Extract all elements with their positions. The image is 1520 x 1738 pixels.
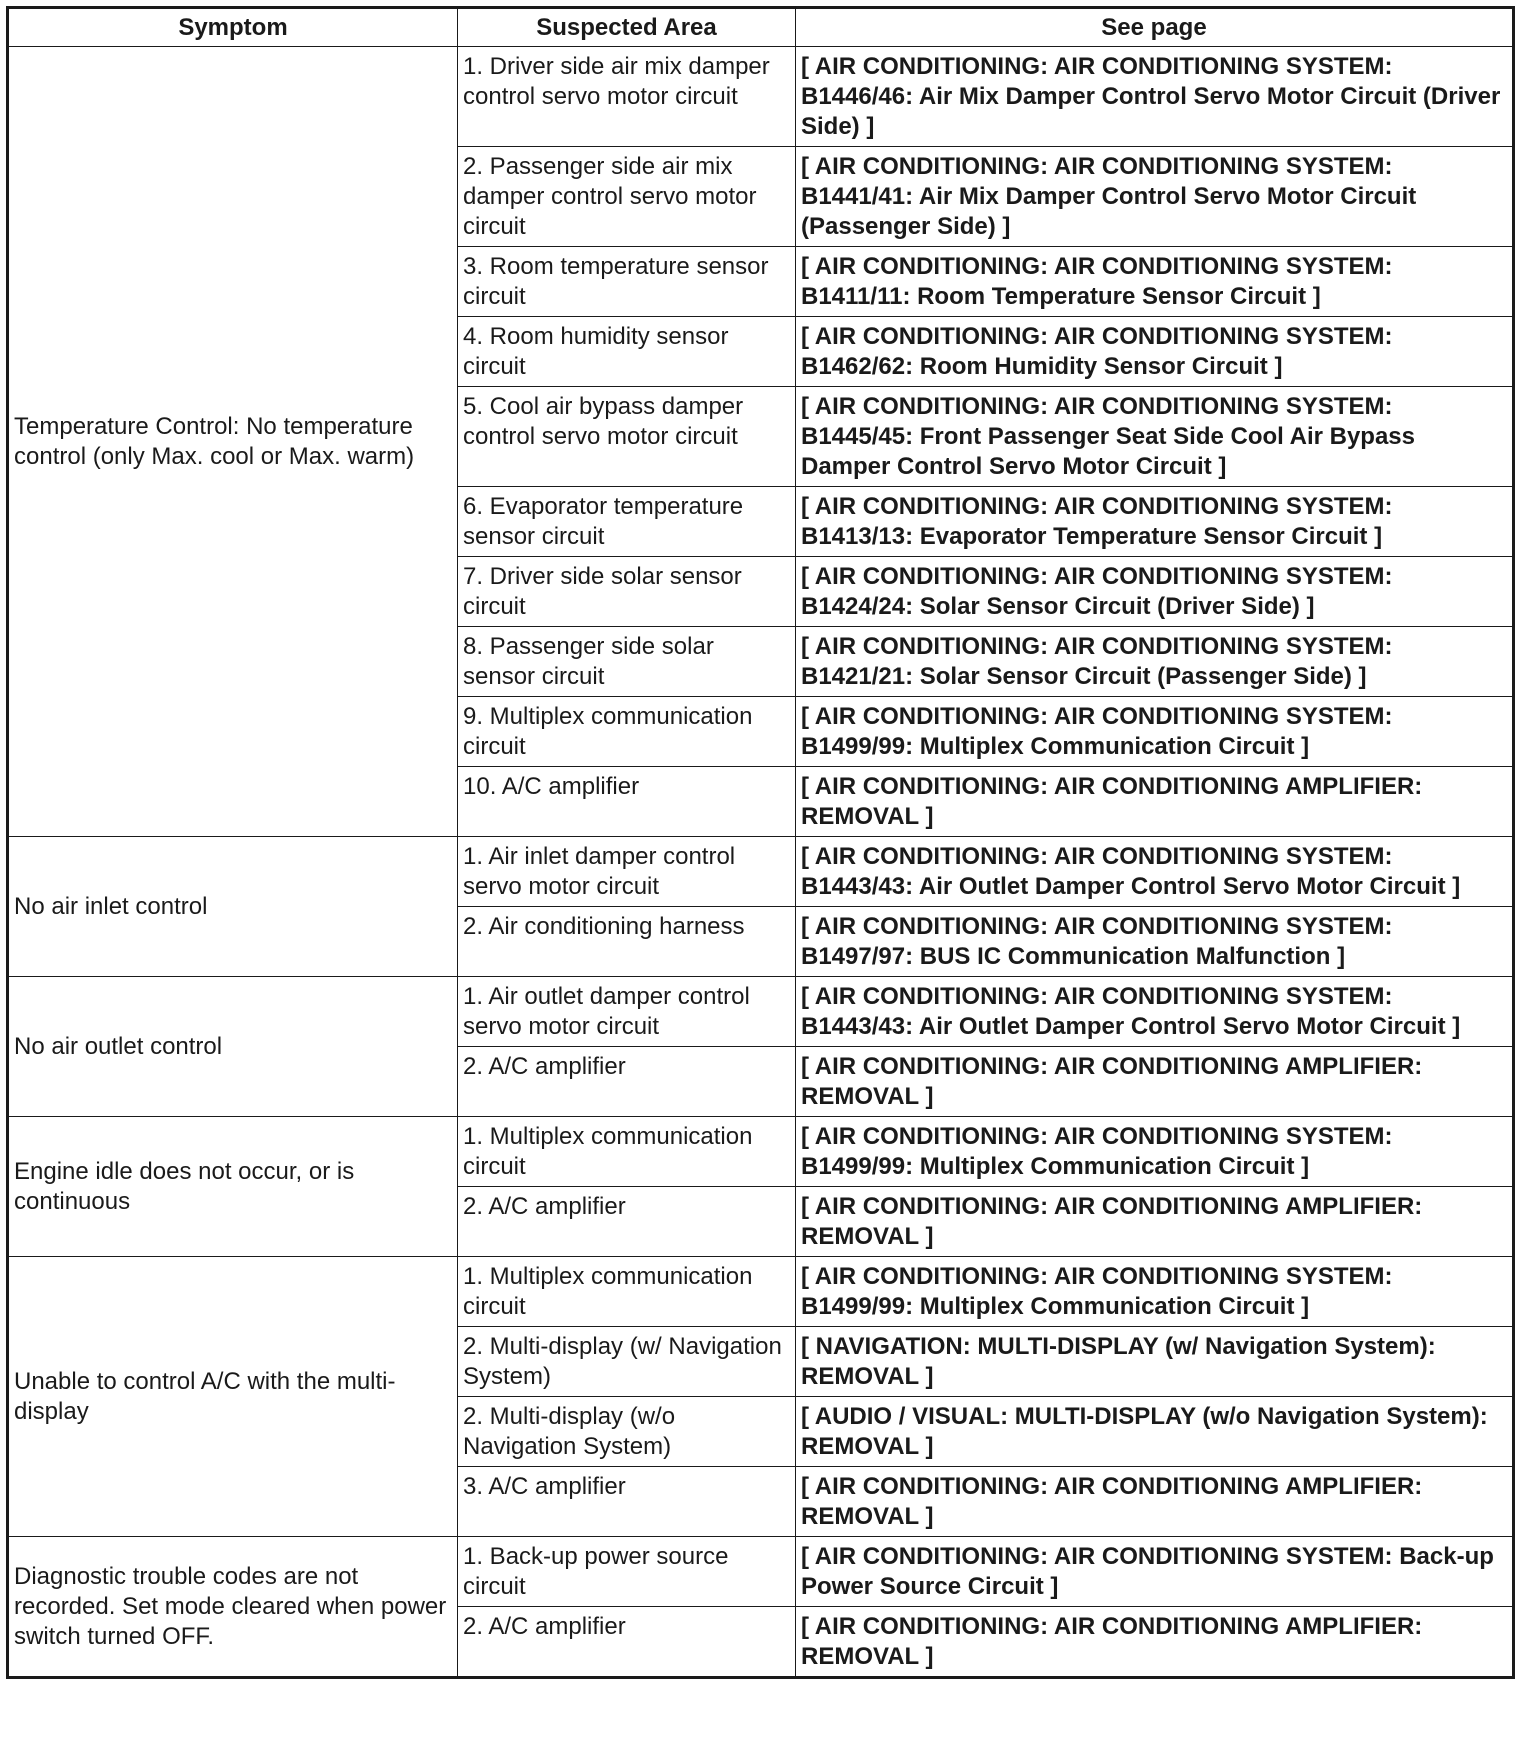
- suspected-area-cell: 3. Room temperature sensor circuit: [458, 247, 796, 317]
- suspected-area-cell: 1. Air inlet damper control servo motor circuit: [458, 837, 796, 907]
- suspected-area-cell: 1. Driver side air mix damper control servo motor circuit: [458, 47, 796, 147]
- suspected-area-cell: 1. Air outlet damper control servo motor circuit: [458, 977, 796, 1047]
- see-page-reference[interactable]: [ AIR CONDITIONING: AIR CONDITIONING SYSTEM: B1443/43: Air Outlet Damper Control Servo Motor Circuit ]: [796, 977, 1514, 1047]
- suspected-area-cell: 7. Driver side solar sensor circuit: [458, 557, 796, 627]
- table-body: [8, 47, 1514, 1678]
- symptom-cell: Temperature Control: No temperature control (only Max. cool or Max. warm): [8, 47, 458, 837]
- symptom-cell: No air outlet control: [8, 977, 458, 1117]
- see-page-reference[interactable]: [ AIR CONDITIONING: AIR CONDITIONING AMPLIFIER: REMOVAL ]: [796, 1187, 1514, 1257]
- symptom-cell: Unable to control A/C with the multi-display: [8, 1257, 458, 1537]
- suspected-area-cell: 1. Multiplex communication circuit: [458, 1257, 796, 1327]
- see-page-reference[interactable]: [ NAVIGATION: MULTI-DISPLAY (w/ Navigation System): REMOVAL ]: [796, 1327, 1514, 1397]
- suspected-area-cell: 9. Multiplex communication circuit: [458, 697, 796, 767]
- see-page-reference[interactable]: [ AIR CONDITIONING: AIR CONDITIONING SYSTEM: B1499/99: Multiplex Communication Circuit ]: [796, 1257, 1514, 1327]
- see-page-reference[interactable]: [ AIR CONDITIONING: AIR CONDITIONING SYSTEM: B1445/45: Front Passenger Seat Side Cool Air Bypass Damper Control Servo Motor Circuit ]: [796, 387, 1514, 487]
- see-page-reference[interactable]: [ AIR CONDITIONING: AIR CONDITIONING SYSTEM: B1413/13: Evaporator Temperature Sensor Circuit ]: [796, 487, 1514, 557]
- table-row: [8, 47, 1514, 147]
- suspected-area-cell: 2. A/C amplifier: [458, 1047, 796, 1117]
- table-row: [8, 1537, 1514, 1607]
- table-row: [8, 977, 1514, 1047]
- header-see-page: See page: [796, 8, 1514, 47]
- see-page-reference[interactable]: [ AIR CONDITIONING: AIR CONDITIONING AMPLIFIER: REMOVAL ]: [796, 1607, 1514, 1678]
- suspected-area-cell: 6. Evaporator temperature sensor circuit: [458, 487, 796, 557]
- see-page-reference[interactable]: [ AIR CONDITIONING: AIR CONDITIONING SYSTEM: Back-up Power Source Circuit ]: [796, 1537, 1514, 1607]
- table-row: [8, 1117, 1514, 1187]
- see-page-reference[interactable]: [ AIR CONDITIONING: AIR CONDITIONING SYSTEM: B1441/41: Air Mix Damper Control Servo Motor Circuit (Passenger Side) ]: [796, 147, 1514, 247]
- suspected-area-cell: 10. A/C amplifier: [458, 767, 796, 837]
- suspected-area-cell: 2. Passenger side air mix damper control servo motor circuit: [458, 147, 796, 247]
- see-page-reference[interactable]: [ AUDIO / VISUAL: MULTI-DISPLAY (w/o Navigation System): REMOVAL ]: [796, 1397, 1514, 1467]
- suspected-area-cell: 2. Air conditioning harness: [458, 907, 796, 977]
- see-page-reference[interactable]: [ AIR CONDITIONING: AIR CONDITIONING SYSTEM: B1446/46: Air Mix Damper Control Servo Motor Circuit (Driver Side) ]: [796, 47, 1514, 147]
- suspected-area-cell: 3. A/C amplifier: [458, 1467, 796, 1537]
- see-page-reference[interactable]: [ AIR CONDITIONING: AIR CONDITIONING AMPLIFIER: REMOVAL ]: [796, 1047, 1514, 1117]
- see-page-reference[interactable]: [ AIR CONDITIONING: AIR CONDITIONING SYSTEM: B1462/62: Room Humidity Sensor Circuit ]: [796, 317, 1514, 387]
- see-page-reference[interactable]: [ AIR CONDITIONING: AIR CONDITIONING SYSTEM: B1499/99: Multiplex Communication Circuit ]: [796, 697, 1514, 767]
- suspected-area-cell: 1. Multiplex communication circuit: [458, 1117, 796, 1187]
- suspected-area-cell: 2. A/C amplifier: [458, 1607, 796, 1678]
- suspected-area-cell: 2. A/C amplifier: [458, 1187, 796, 1257]
- see-page-reference[interactable]: [ AIR CONDITIONING: AIR CONDITIONING SYSTEM: B1421/21: Solar Sensor Circuit (Passenger Side) ]: [796, 627, 1514, 697]
- suspected-area-cell: 8. Passenger side solar sensor circuit: [458, 627, 796, 697]
- see-page-reference[interactable]: [ AIR CONDITIONING: AIR CONDITIONING SYSTEM: B1497/97: BUS IC Communication Malfunction ]: [796, 907, 1514, 977]
- see-page-reference[interactable]: [ AIR CONDITIONING: AIR CONDITIONING AMPLIFIER: REMOVAL ]: [796, 767, 1514, 837]
- header-row: [8, 8, 1514, 47]
- table-row: [8, 837, 1514, 907]
- suspected-area-cell: 2. Multi-display (w/o Navigation System): [458, 1397, 796, 1467]
- symptom-cell: No air inlet control: [8, 837, 458, 977]
- header-suspected-area: Suspected Area: [458, 8, 796, 47]
- see-page-reference[interactable]: [ AIR CONDITIONING: AIR CONDITIONING SYSTEM: B1443/43: Air Outlet Damper Control Servo Motor Circuit ]: [796, 837, 1514, 907]
- table-row: [8, 1257, 1514, 1327]
- suspected-area-cell: 1. Back-up power source circuit: [458, 1537, 796, 1607]
- suspected-area-cell: 2. Multi-display (w/ Navigation System): [458, 1327, 796, 1397]
- symptom-cell: Engine idle does not occur, or is continuous: [8, 1117, 458, 1257]
- header-symptom: Symptom: [8, 8, 458, 47]
- suspected-area-cell: 5. Cool air bypass damper control servo motor circuit: [458, 387, 796, 487]
- problem-symptoms-table: [6, 6, 1515, 1679]
- suspected-area-cell: 4. Room humidity sensor circuit: [458, 317, 796, 387]
- symptom-cell: Diagnostic trouble codes are not recorded. Set mode cleared when power switch turned OFF.: [8, 1537, 458, 1678]
- see-page-reference[interactable]: [ AIR CONDITIONING: AIR CONDITIONING AMPLIFIER: REMOVAL ]: [796, 1467, 1514, 1537]
- see-page-reference[interactable]: [ AIR CONDITIONING: AIR CONDITIONING SYSTEM: B1424/24: Solar Sensor Circuit (Driver Side) ]: [796, 557, 1514, 627]
- see-page-reference[interactable]: [ AIR CONDITIONING: AIR CONDITIONING SYSTEM: B1499/99: Multiplex Communication Circuit ]: [796, 1117, 1514, 1187]
- see-page-reference[interactable]: [ AIR CONDITIONING: AIR CONDITIONING SYSTEM: B1411/11: Room Temperature Sensor Circuit ]: [796, 247, 1514, 317]
